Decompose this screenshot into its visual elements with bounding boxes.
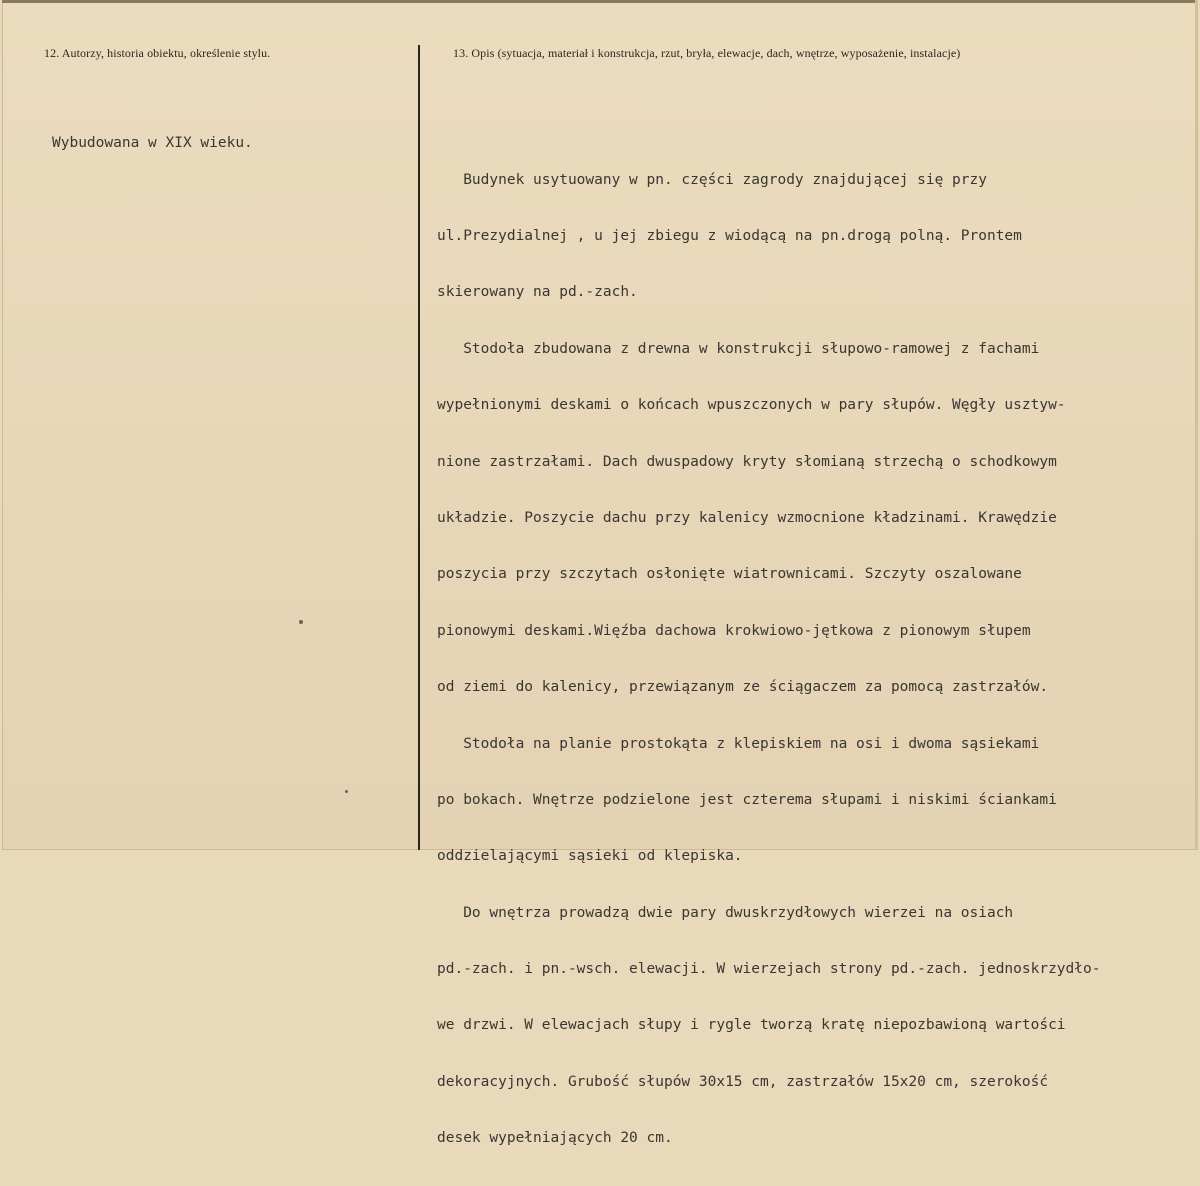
section-13-heading: 13. Opis (sytuacja, materiał i konstrukcja, rzut, bryła, elewacje, dach, wnętrze, wyposażenie, instalacje): [453, 46, 961, 60]
description-text: [437, 133, 1100, 1186]
description-line: poszycia przy szczytach osłonięte wiatrownicami. Szczyty oszalowane: [437, 566, 1022, 583]
description-line: we drzwi. W elewacjach słupy i rygle tworzą kratę niepozbawioną wartości: [437, 1017, 1066, 1034]
description-line: Stodoła zbudowana z drewna w konstrukcji słupowo-ramowej z fachami: [437, 340, 1040, 357]
description-line: od ziemi do kalenicy, przewiązanym ze ściągaczem za pomocą zastrzałów.: [437, 679, 1049, 696]
description-line: pd.-zach. i pn.-wsch. elewacji. W wierzejach strony pd.-zach. jednoskrzydło-: [437, 961, 1101, 978]
description-line: nione zastrzałami. Dach dwuspadowy kryty słomianą strzechą o schodkowym: [437, 453, 1057, 470]
paper-speck: [299, 620, 303, 624]
description-line: desek wypełniających 20 cm.: [437, 1130, 673, 1147]
description-line: pionowymi deskami.Więźba dachowa krokwiowo-jętkowa z pionowym słupem: [437, 622, 1031, 639]
description-line: Stodoła na planie prostokąta z klepiskiem na osi i dwoma sąsiekami: [437, 735, 1040, 752]
sheet-top-edge: [2, 0, 1198, 3]
description-line: układzie. Poszycie dachu przy kalenicy wzmocnione kładzinami. Krawędzie: [437, 509, 1057, 526]
sheet-right-edge: [1195, 0, 1198, 850]
description-line: Budynek usytuowany w pn. części zagrody znajdującej się przy: [437, 171, 987, 188]
section-12-heading: 12. Autorzy, historia obiektu, określenie stylu.: [44, 46, 271, 60]
paper-speck: [345, 790, 348, 793]
history-text: Wybudowana w XIX wieku.: [52, 135, 253, 151]
form-sheet: [2, 0, 1198, 1147]
description-line: skierowany na pd.-zach.: [437, 284, 638, 301]
description-line: ul.Prezydialnej , u jej zbiegu z wiodącą na pn.drogą polną. Prontem: [437, 227, 1022, 244]
description-line: Do wnętrza prowadzą dwie pary dwuskrzydłowych wierzei na osiach: [437, 904, 1014, 921]
description-line: dekoracyjnych. Grubość słupów 30x15 cm, zastrzałów 15x20 cm, szerokość: [437, 1073, 1049, 1090]
description-line: oddzielającymi sąsieki od klepiska.: [437, 848, 743, 865]
column-divider: [418, 45, 420, 850]
description-line: wypełnionymi deskami o końcach wpuszczonych w pary słupów. Węgły usztyw-: [437, 397, 1066, 414]
description-line: po bokach. Wnętrze podzielone jest czterema słupami i niskimi ściankami: [437, 791, 1057, 808]
